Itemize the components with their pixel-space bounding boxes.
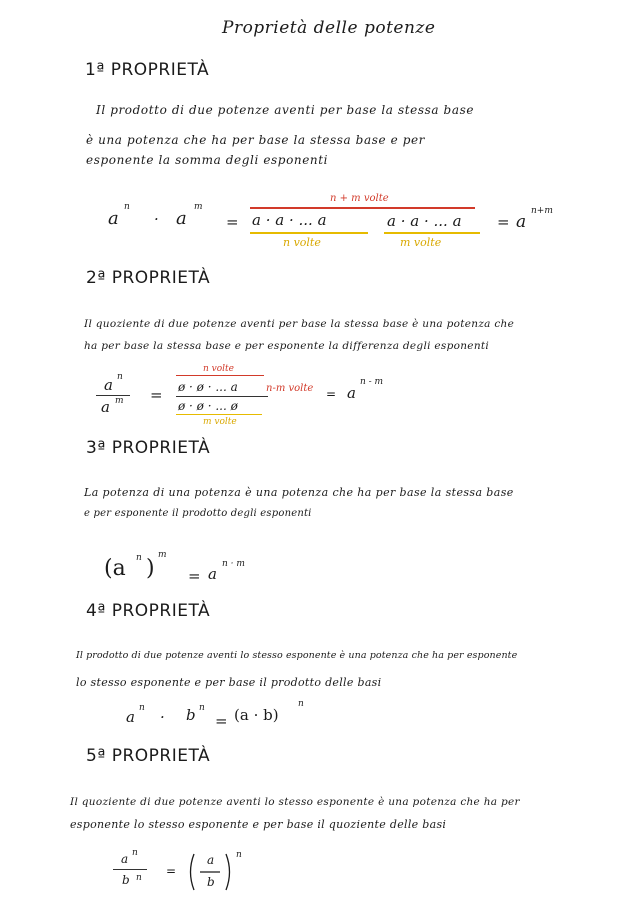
fraction-denominator-exponent: m [115,396,124,406]
result-exponent: n · m [222,559,245,569]
prop4-text-line1: Il prodotto di due potenze aventi lo stesso esponente è una potenza che ha per esponente [76,650,518,661]
label-m-times: m volte [203,417,237,427]
power-base-open: (a [104,556,126,581]
term-a1: a [108,208,119,229]
term-a2-exponent: m [194,202,203,212]
power-close-paren: ) [146,556,155,581]
heading-prop2: 2ª PROPRIETÀ [86,268,211,288]
yellow-line-bottom [176,414,262,415]
heading-prop4: 4ª PROPRIETÀ [86,601,211,621]
equals-sign-2: = [497,213,510,231]
red-brace-line [250,207,475,209]
term-a2: a [176,208,187,229]
page-title: Proprietà delle potenze [222,18,436,38]
fraction-denominator: b [122,873,130,887]
fraction-numerator-exponent: n [117,372,123,382]
term-b-exponent: n [199,703,205,713]
fraction-bar-2 [176,396,268,397]
prop2-text-line2: ha per base la stessa base e per esponente la differenza degli esponenti [84,340,490,352]
equals-sign: = [226,213,239,231]
equals-sign: = [215,712,228,730]
fraction-top-factors: ø · ø · ... a [178,380,238,394]
result-exponent: n [298,699,304,709]
heading-prop5: 5ª PROPRIETÀ [86,746,211,766]
left-paren [191,854,195,890]
equals-sign-2: = [326,387,337,401]
fraction-numerator-exponent: n [132,848,138,858]
fraction-denominator: a [101,398,110,416]
red-line-top [176,375,264,376]
heading-prop3: 3ª PROPRIETÀ [86,438,211,458]
prop5-text-line2: esponente lo stesso esponente e per base il quoziente delle basi [70,818,447,831]
yellow-brace-m [384,232,480,234]
result-base: a [516,212,527,232]
prop4-text-line2: lo stesso esponente e per base il prodotto delle basi [76,676,382,689]
prop1-text-line3: esponente la somma degli esponenti [86,153,329,167]
result-base: a [208,565,217,583]
label-m-times: m volte [400,236,442,249]
fraction-bottom-factors: ø · ø · ... ø [178,399,238,413]
inner-fraction-numerator: a [207,853,215,867]
result-base: a [347,384,356,402]
label-n-minus-m-times: n-m volte [266,383,314,394]
result-product: (a · b) [234,706,279,724]
prop1-text-line1: Il prodotto di due potenze aventi per base la stessa base [96,103,475,117]
fraction-bar [113,869,147,870]
prop1-text-line2: è una potenza che ha per base la stessa base e per [86,133,426,147]
term-b: b [186,706,196,724]
label-n-plus-m-times: n + m volte [330,193,389,204]
prop2-text-line1: Il quoziente di due potenze aventi per base la stessa base è una potenza che [84,318,515,330]
prop3-text-line2: e per esponente il prodotto degli esponenti [84,508,312,519]
inner-fraction-denominator: b [207,875,215,889]
dot-operator: · [160,708,165,726]
term-a-exponent: n [139,703,145,713]
fraction-numerator: a [121,852,129,866]
outer-exponent: m [158,550,167,560]
term-a: a [126,708,135,726]
equals-sign: = [150,386,163,404]
fraction-denominator-exponent: n [136,873,142,883]
dot-operator: · [154,210,159,228]
equals-sign: = [188,567,201,585]
term-a1-exponent: n [124,202,130,212]
prop5-text-line1: Il quoziente di due potenze aventi lo stesso esponente è una potenza che ha per [70,796,520,808]
inner-exponent: n [136,553,142,563]
group-m-factors: a · a · ... a [387,212,462,230]
heading-prop1: 1ª PROPRIETÀ [85,60,210,80]
fraction-bar [96,395,130,396]
prop3-text-line1: La potenza di una potenza è una potenza che ha per base la stessa base [84,486,514,499]
fraction-numerator: a [104,376,113,394]
group-n-factors: a · a · ... a [252,211,327,229]
result-exponent: n [236,850,242,860]
label-n-times: n volte [283,236,321,249]
right-paren [226,854,230,890]
label-n-times: n volte [203,364,234,374]
yellow-brace-n [250,232,368,234]
equals-sign: = [166,864,177,878]
result-exponent: n - m [360,377,384,387]
result-exponent: n+m [531,206,553,216]
